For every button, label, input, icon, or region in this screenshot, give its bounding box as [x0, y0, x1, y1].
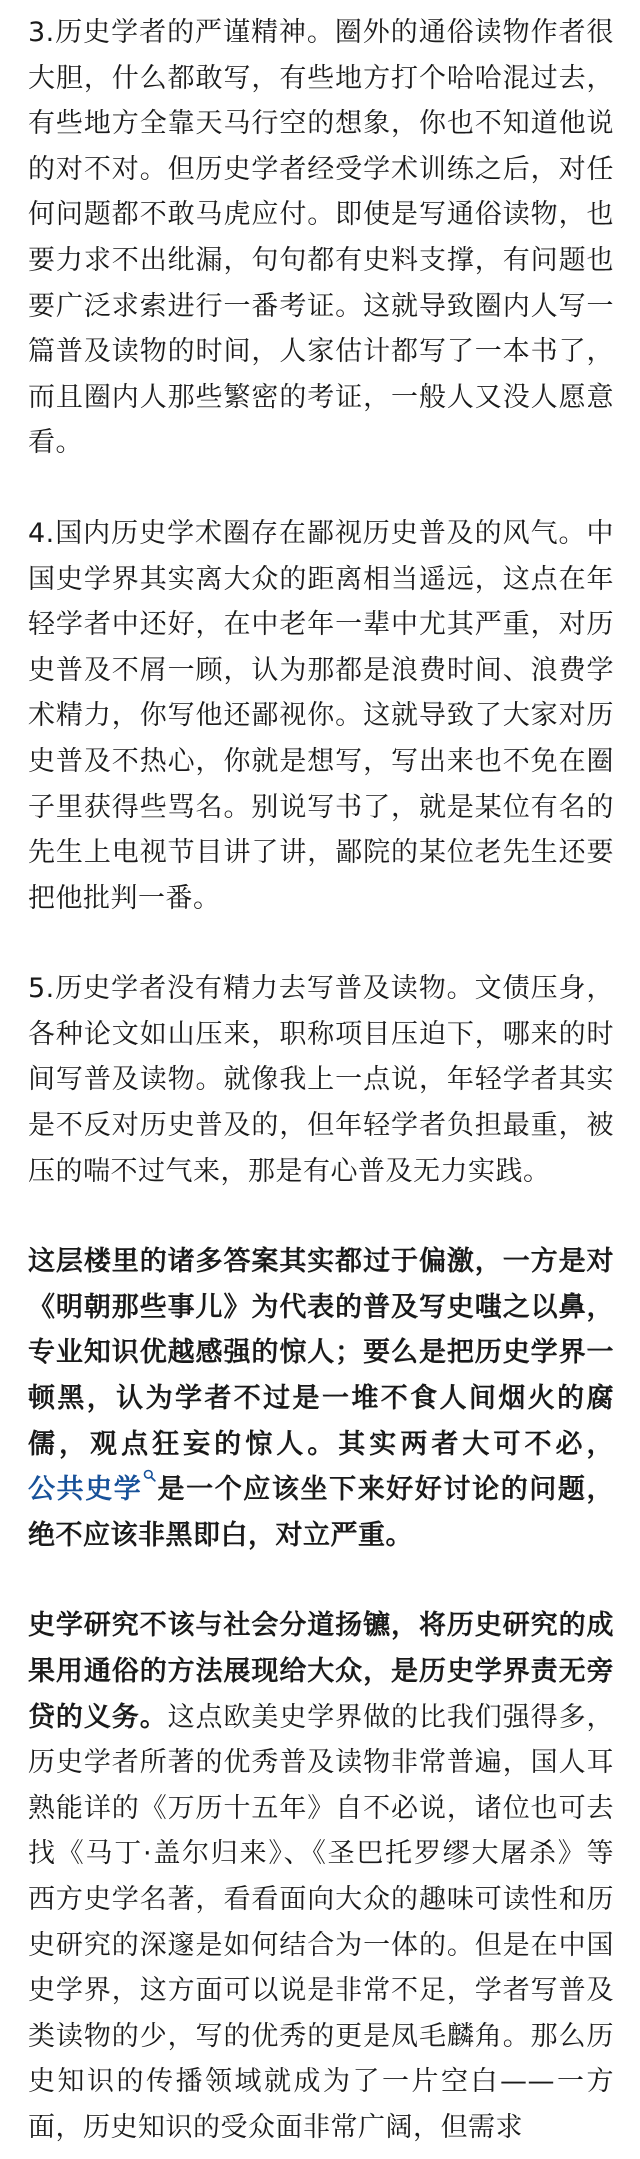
- paragraph-point-5: 5.历史学者没有精力去写普及读物。文债压身，各种论文如山压来，职称项目压迫下，哪来的时间写普及读物。就像我上一点说，年轻学者其实是不反对历史普及的，但年轻学者负担最重，被压的喘不过气来，那是有心普及无力实践。: [28, 973, 614, 1187]
- paragraph-summary: [28, 1239, 614, 1558]
- paragraph-conclusion: [28, 1603, 614, 2150]
- search-icon: [143, 1469, 156, 1482]
- conclusion-normal-text: 这点欧美史学界做的比我们强得多，历史学者所著的优秀普及读物非常普遍，国人耳熟能详的《万历十五年》自不必说，诸位也可去找《马丁·盖尔归来》、《圣巴托罗缪大屠杀》等西方史学名著，看看面向大众的趣味可读性和历史研究的深邃是如何结合为一体的。但是在中国史学界，这方面可以说是非常不足，学者写普及类读物的少，写的优秀的更是凤毛麟角。那么历史知识的传播领域就成为了一片空白——一方面，历史知识的受众面非常广阔，但需求: [28, 1701, 614, 2143]
- summary-text-after-link: 是一个应该坐下来好好讨论的问题，绝不应该非黑即白，对立严重。: [28, 1474, 615, 1551]
- public-history-link-text: 公共史学: [28, 1474, 143, 1506]
- summary-text-before-link: 这层楼里的诸多答案其实都过于偏激，一方是对《明朝那些事儿》为代表的普及写史嗤之以鼻，专业知识优越感强的惊人；要么是把历史学界一顿黑，认为学者不过是一堆不食人间烟火的腐儒，观点狂妄的惊人。其实两者大可不必，: [28, 1246, 614, 1460]
- conclusion-bold-text: 史学研究不该与社会分道扬镳，将历史研究的成果用通俗的方法展现给大众，是历史学界责无旁贷的义务。: [28, 1610, 614, 1733]
- paragraph-point-4: 4.国内历史学术圈存在鄙视历史普及的风气。中国史学界其实离大众的距离相当遥远，这点在年轻学者中还好，在中老年一辈中尤其严重，对历史普及不屑一顾，认为那都是浪费时间、浪费学术精力，你写他还鄙视你。这就导致了大家对历史普及不热心，你就是想写，写出来也不免在圈子里获得些骂名。别说写书了，就是某位有名的先生上电视节目讲了讲，鄙院的某位老先生还要把他批判一番。: [28, 517, 614, 914]
- public-history-link[interactable]: [28, 1474, 156, 1505]
- paragraph-point-3: 3.历史学者的严谨精神。圈外的通俗读物作者很大胆，什么都敢写，有些地方打个哈哈混过去，有些地方全靠天马行空的想象，你也不知道他说的对不对。但历史学者经受学术训练之后，对任何问题都不敢马虎应付。即使是写通俗读物，也要力求不出纰漏，句句都有史料支撑，有问题也要广泛求索进行一番考证。这就导致圈内人写一篇普及读物的时间，人家估计都写了一本书了，而且圈内人那些繁密的考证，一般人又没人愿意看。: [28, 17, 614, 459]
